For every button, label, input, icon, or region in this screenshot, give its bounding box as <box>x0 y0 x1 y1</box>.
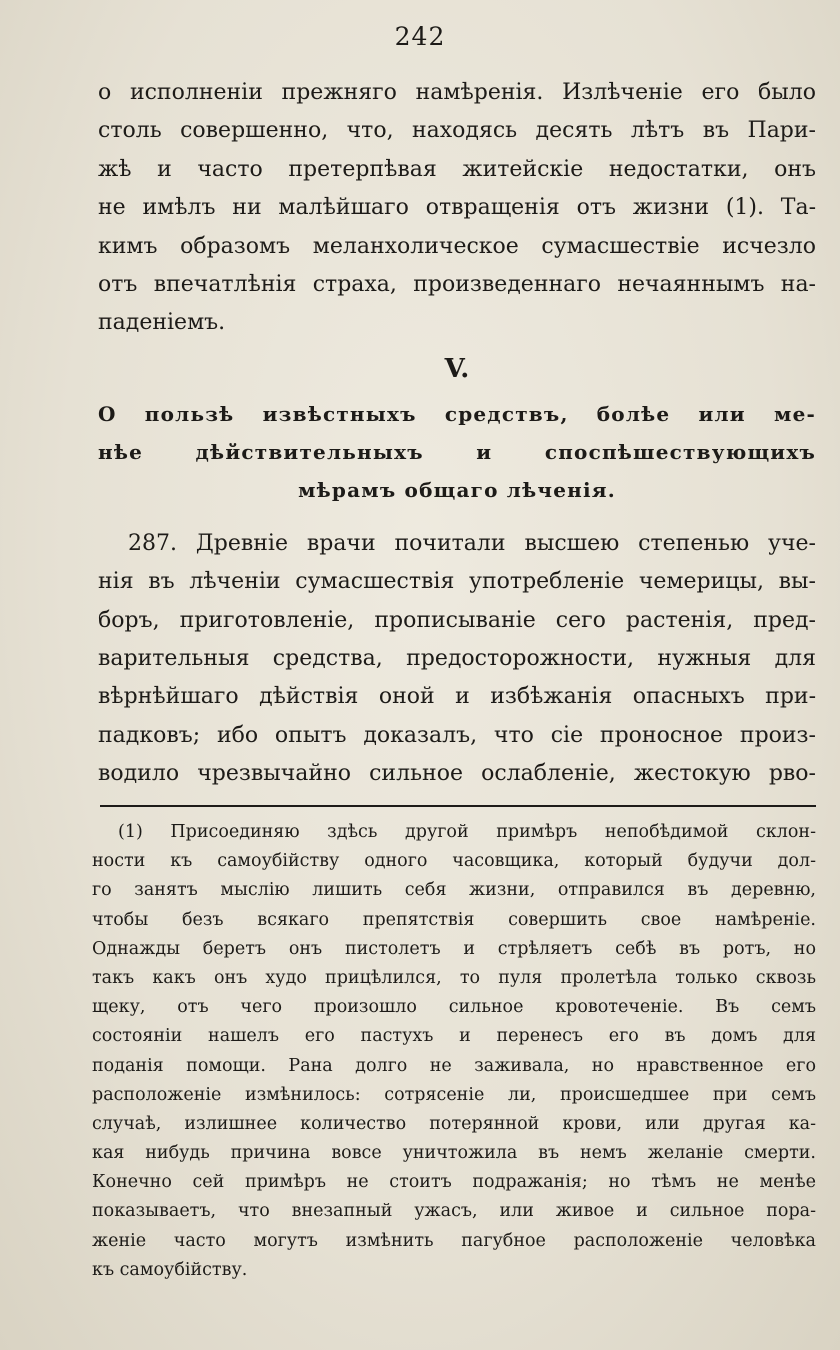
section-numeral: V. <box>444 353 470 384</box>
heading-line: О пользѣ извѣстныхъ средствъ, болѣе или ме- <box>98 401 816 426</box>
text-line: 287. Древніе врачи почитали высшею степенью уче- <box>128 530 816 556</box>
text-line: варительныя средства, предосторожности, нужныя для <box>98 645 816 671</box>
footnote-line: щеку, отъ чего произошло сильное кровотеченіе. Въ семъ <box>92 997 816 1018</box>
text-line: нія въ лѣченіи сумасшествія употребленіе чемерицы, вы- <box>98 569 816 595</box>
footnote-line: такъ какъ онъ худо прицѣлился, то пуля пролетѣла только сквозь <box>92 967 816 988</box>
page-number: 242 <box>394 22 446 51</box>
footnote-line: (1) Присоединяю здѣсь другой примѣръ непобѣдимой склон- <box>118 822 816 842</box>
text-line: не имѣлъ ни малѣйшаго отвращенія отъ жизни (1). Та- <box>98 195 816 221</box>
footnote-line: состояніи нашелъ его пастухъ и перенесъ его въ домъ для <box>92 1026 816 1047</box>
text-line: кимъ образомъ меланхолическое сумасшествіе исчезло <box>98 233 816 259</box>
footnote-line: го занятъ мыслію лишить себя жизни, отправился въ деревню, <box>92 880 816 901</box>
footnote-line: поданія помощи. Рана долго не заживала, но нравственное его <box>92 1055 816 1076</box>
footnote-line: къ самоубійству. <box>92 1259 248 1280</box>
footnote-line: Однажды беретъ онъ пистолетъ и стрѣляетъ себѣ въ ротъ, но <box>92 938 816 959</box>
main-text <box>98 74 816 793</box>
spacer <box>98 509 816 525</box>
footnote-line: кая нибудь причина вовсе уничтожила въ немъ желаніе смерти. <box>92 1143 816 1164</box>
footnote-line: расположеніе измѣнилось: сотрясеніе ли, происшедшее при семъ <box>92 1084 816 1105</box>
text-line: вѣрнѣйшаго дѣйствія оной и избѣжанія опасныхъ при- <box>98 684 816 710</box>
text-line: жѣ и часто претерпѣвая житейскіе недостатки, онъ <box>98 156 816 182</box>
text-line: о исполненіи прежняго намѣренія. Излѣченіе его было <box>98 80 816 105</box>
text-line: боръ, приготовленіе, прописываніе сего растенія, пред- <box>98 607 816 633</box>
footnote-line: случаѣ, излишнее количество потерянной крови, или другая ка- <box>92 1113 816 1134</box>
paragraph-287 <box>98 525 816 794</box>
footnote-line: Конечно сей примѣръ не стоитъ подражанія; но тѣмъ не менѣе <box>92 1172 816 1193</box>
text-line: водило чрезвычайно сильное ослабленіе, жестокую рво- <box>98 761 816 787</box>
text-line: столь совершенно, что, находясь десять лѣтъ въ Пари- <box>98 118 816 144</box>
intro-paragraph <box>98 74 816 343</box>
section-heading <box>98 395 816 509</box>
footnote-divider <box>100 805 816 807</box>
footnote-line: чтобы безъ всякаго препятствія совершить свое намѣреніе. <box>92 909 816 930</box>
footnote-line: ности къ самоубійству одного часовщика, который будучи дол- <box>92 851 816 872</box>
heading-line: нѣе дѣйствительныхъ и споспѣшествующихъ <box>98 439 816 464</box>
footnote-line: показываетъ, что внезапный ужасъ, или живое и сильное пора- <box>92 1201 816 1222</box>
text-line: отъ впечатлѣнія страха, произведеннаго нечаяннымъ на- <box>98 271 816 297</box>
text-line: паденіемъ. <box>98 310 226 336</box>
footnote <box>92 818 816 1285</box>
heading-line: мѣрамъ общаго лѣченія. <box>298 477 616 502</box>
text-line: падковъ; ибо опытъ доказалъ, что сіе проносное произ- <box>98 722 816 748</box>
footnote-line: женіе часто могутъ измѣнить пагубное расположеніе человѣка <box>92 1230 816 1251</box>
